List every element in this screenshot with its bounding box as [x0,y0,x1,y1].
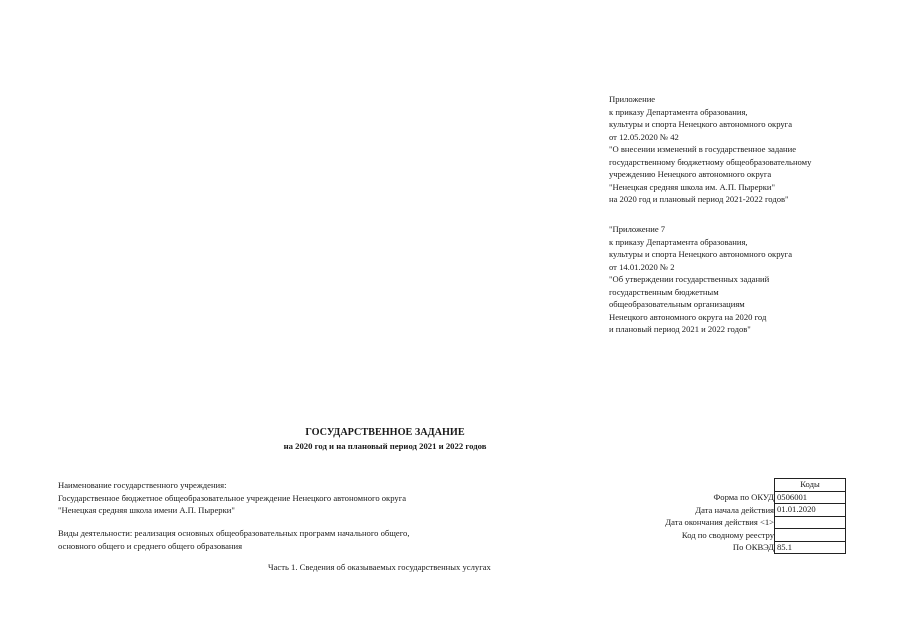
annex-line: общеобразовательным организациям [609,299,745,309]
code-value [775,529,846,542]
annex-amendment-header [609,93,811,206]
annex-line: "Приложение 7 [609,224,666,234]
code-value: 85.1 [775,541,846,554]
annex-original-header [609,223,792,336]
code-label: По ОКВЭД [732,542,774,552]
annex-line: "Об утверждении государственных заданий [609,274,770,284]
code-value [775,516,846,529]
code-label: Дата окончания действия <1> [665,517,774,527]
code-value: 01.01.2020 [775,504,846,517]
annex-line: от 14.01.2020 № 2 [609,261,675,272]
activities-section [58,527,409,552]
code-label: Дата начала действия [695,504,774,515]
institution-name-line: "Ненецкая средняя школа имени А.П. Пырерки" [58,505,235,515]
annex-line: к приказу Департамента образования, [609,236,748,247]
institution-label: Наименование государственного учреждения: [58,480,227,490]
annex-line: культуры и спорта Ненецкого автономного округа [609,119,793,129]
table-row [775,504,846,517]
code-label: Код по сводному реестру [681,529,774,540]
table-row [775,529,846,542]
annex-line: культуры и спорта Ненецкого автономного округа [609,249,793,259]
table-row [775,516,846,529]
document-title: ГОСУДАРСТВЕННОЕ ЗАДАНИЕ [305,427,465,438]
activities-line: Виды деятельности: реализация основных общеобразовательных программ начального общего, [58,528,410,538]
table-row [775,491,846,504]
part1-title: Часть 1. Сведения об оказываемых государственных услугах [268,562,491,572]
codes-header: Коды [775,479,846,492]
annex-line: "О внесении изменений в государственное задание [609,144,797,154]
table-row [775,479,846,492]
annex-line: учреждению Ненецкого автономного округа [609,169,772,179]
annex-line: государственным бюджетным [609,286,719,297]
table-row [775,541,846,554]
annex-line: "Ненецкая средняя школа им. А.П. Пырерки" [609,181,775,192]
institution-section [58,479,406,517]
codes-labels [560,491,774,554]
code-label: Форма по ОКУД [713,492,774,502]
annex-line: к приказу Департамента образования, [609,106,748,117]
annex-line: Ненецкого автономного округа на 2020 год [609,311,767,322]
annex-line: Приложение [609,94,656,104]
annex-line: и плановый период 2021 и 2022 годов" [609,324,751,334]
annex-line: от 12.05.2020 № 42 [609,131,679,142]
annex-line: государственному бюджетному общеобразовательному [609,156,812,167]
document-subtitle: на 2020 год и на плановый период 2021 и 2022 годов [283,441,487,451]
codes-table [774,478,846,554]
code-value: 0506001 [775,491,846,504]
activities-line: основного общего и среднего общего образования [58,540,243,551]
annex-line: на 2020 год и плановый период 2021-2022 годов" [609,194,789,204]
institution-name-line: Государственное бюджетное общеобразовательное учреждение Ненецкого автономного округа [58,492,407,503]
